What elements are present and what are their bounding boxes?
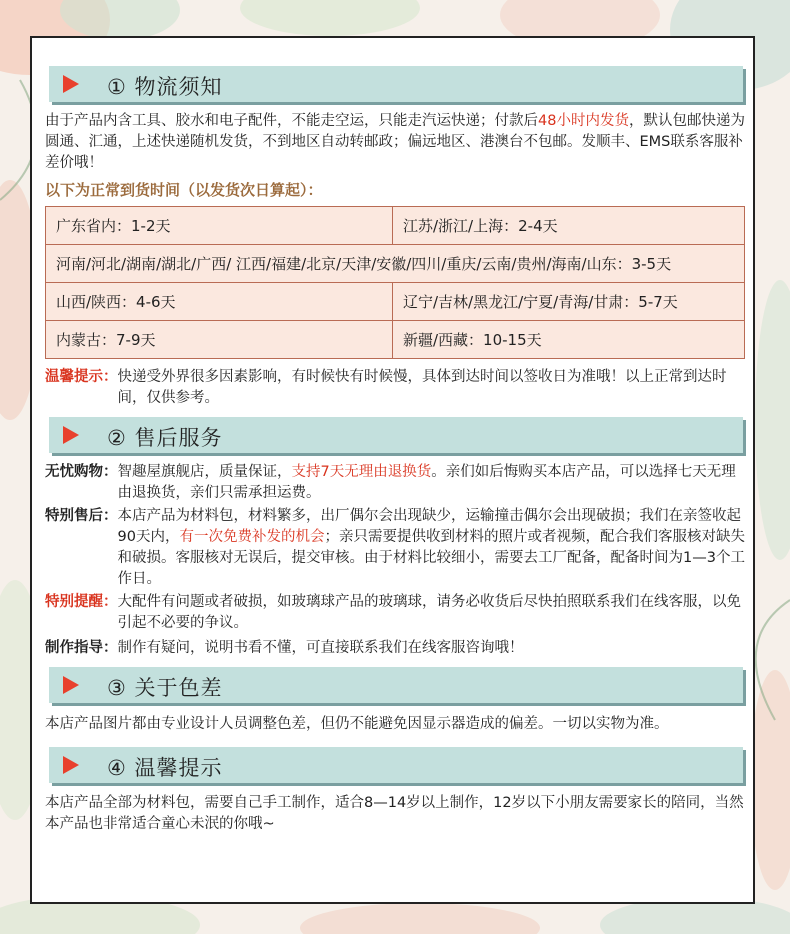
play-arrow-icon bbox=[63, 75, 79, 93]
section-title: ③ 关于色差 bbox=[107, 676, 223, 700]
special-text: 本店产品为材料包，材料繁多，出厂偶尔会出现缺少，运输撞击偶尔会出现破损；我们在亲签收起90天内，有一次免费补发的机会；亲只需要提供收到材料的照片或者视频，配合我们客服核对缺失和破损。客服核对无误后，提交审核。由于材料比较细小，需要去工厂配备，配备时间为1—3个工作日。 bbox=[117, 508, 745, 587]
table-row bbox=[46, 245, 745, 283]
table-cell: 辽宁/吉林/黑龙江/宁夏/青海/甘肃：5-7天 bbox=[393, 283, 745, 321]
table-cell: 江苏/浙江/上海：2-4天 bbox=[393, 207, 745, 245]
delivery-time-heading: 以下为正常到货时间（以发货次日算起）： bbox=[45, 181, 323, 199]
worry-free-label: 无忧购物： bbox=[45, 464, 118, 480]
delivery-time-table bbox=[45, 206, 745, 359]
color-difference-text: 本店产品图片都由专业设计人员调整色差，但仍不能避免因显示器造成的偏差。一切以实物为准。 bbox=[45, 716, 669, 732]
tip-text: 快递受外界很多因素影响，有时候快有时候慢，具体到达时间以签收日为准哦！以上正常到达时间，仅供参考。 bbox=[117, 369, 727, 406]
special-reminder-item bbox=[45, 592, 745, 634]
warm-tips-text: 本店产品全部为材料包，需要自己手工制作，适合8—14岁以上制作，12岁以下小朋友需要家长的陪同，当然本产品也非常适合童心未泯的你哦~ bbox=[45, 795, 744, 832]
special-after-sales-item bbox=[45, 506, 745, 590]
guide-text: 制作有疑问，说明书看不懂，可直接联系我们在线客服咨询哦！ bbox=[117, 640, 524, 656]
reminder-label: 特别提醒： bbox=[45, 594, 118, 610]
logistics-paragraph: 由于产品内含工具、胶水和电子配件，不能走空运，只能走汽运快递；付款后48小时内发货，默认包邮快递为圆通、汇通，上述快递随机发货，不到地区自动转邮政；偏远地区、港澳台不包邮。发顺丰、EMS联系客服补差价哦！ bbox=[45, 113, 745, 171]
section-header-warm-tips bbox=[49, 747, 743, 783]
section-title: ④ 温馨提示 bbox=[107, 756, 223, 780]
section-header-color-difference bbox=[49, 667, 743, 703]
worry-free-item bbox=[45, 462, 745, 504]
guide-label: 制作指导： bbox=[45, 640, 118, 656]
table-cell: 河南/河北/湖南/湖北/广西/ 江西/福建/北京/天津/安徽/四川/重庆/云南/贵州/海南/山东：3-5天 bbox=[46, 245, 745, 283]
special-label: 特别售后： bbox=[45, 508, 118, 524]
table-cell: 山西/陕西：4-6天 bbox=[46, 283, 393, 321]
section-title: ① 物流须知 bbox=[107, 75, 223, 99]
table-cell: 内蒙古：7-9天 bbox=[46, 321, 393, 359]
play-arrow-icon bbox=[63, 756, 79, 774]
section-header-logistics bbox=[49, 66, 743, 102]
worry-free-text: 智趣屋旗舰店，质量保证，支持7天无理由退换货。亲们如后悔购买本店产品，可以选择七天无理由退换货，亲们只需承担运费。 bbox=[117, 464, 736, 501]
delivery-tip bbox=[45, 367, 745, 409]
table-cell: 新疆/西藏：10-15天 bbox=[393, 321, 745, 359]
play-arrow-icon bbox=[63, 426, 79, 444]
section-title: ② 售后服务 bbox=[107, 426, 223, 450]
reminder-text: 大配件有问题或者破损，如玻璃球产品的玻璃球，请务必收货后尽快拍照联系我们在线客服，以免引起不必要的争议。 bbox=[117, 594, 741, 631]
table-cell: 广东省内：1-2天 bbox=[46, 207, 393, 245]
content bbox=[45, 66, 745, 835]
table-row bbox=[46, 283, 745, 321]
content-frame bbox=[30, 36, 755, 904]
tip-label: 温馨提示： bbox=[45, 369, 118, 385]
section-header-after-sales bbox=[49, 417, 743, 453]
guide-item bbox=[45, 638, 745, 659]
table-row bbox=[46, 321, 745, 359]
table-row bbox=[46, 207, 745, 245]
play-arrow-icon bbox=[63, 676, 79, 694]
